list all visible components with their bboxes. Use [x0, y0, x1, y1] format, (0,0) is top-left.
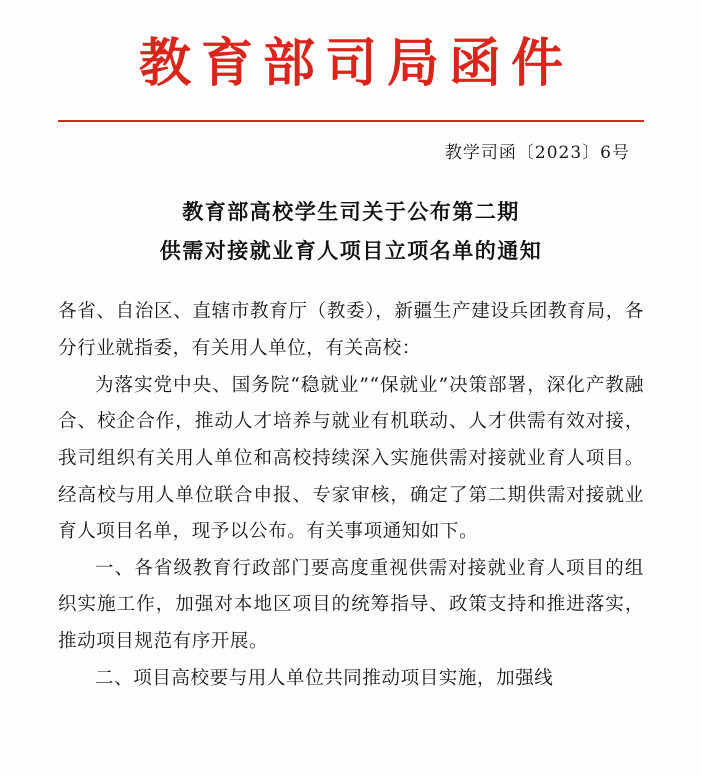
document-title-line-2: 供需对接就业育人项目立项名单的通知: [159, 237, 543, 263]
document-number: 教学司函〔2023〕6号: [444, 142, 630, 163]
addressee-line: 各省、自治区、直辖市教育厅（教委），新疆生产建设兵团教育局，各分行业就指委，有关用人单位，有关高校：: [58, 301, 644, 360]
document-title-line-1: 教育部高校学生司关于公布第二期: [182, 198, 520, 224]
document-number-row: [58, 138, 644, 163]
body-paragraph-1: 为落实党中央、国务院“稳就业”“保就业”决策部署，深化产教融合、校企合作，推动人才培养与就业有机联动、人才供需有效对接，我司组织有关用人单位和高校持续深入实施供需对接就业育人项目。经高校与用人单位联合申报、专家审核，确定了第二期供需对接就业育人项目名单，现予以公布。有关事项通知如下。: [58, 374, 644, 543]
masthead: [58, 0, 644, 122]
page-bottom-fade: [0, 768, 702, 780]
masthead-title: 教育部司局函件: [138, 33, 573, 94]
masthead-divider: [58, 120, 644, 122]
body-paragraph-2: 一、各省级教育行政部门要高度重视供需对接就业育人项目的组织实施工作，加强对本地区项目的统筹指导、政策支持和推进落实，推动项目规范有序开展。: [58, 557, 644, 653]
body-paragraph-3: 二、项目高校要与用人单位共同推动项目实施，加强线: [95, 667, 554, 689]
document-body: [58, 294, 644, 697]
document-title: [58, 193, 644, 271]
